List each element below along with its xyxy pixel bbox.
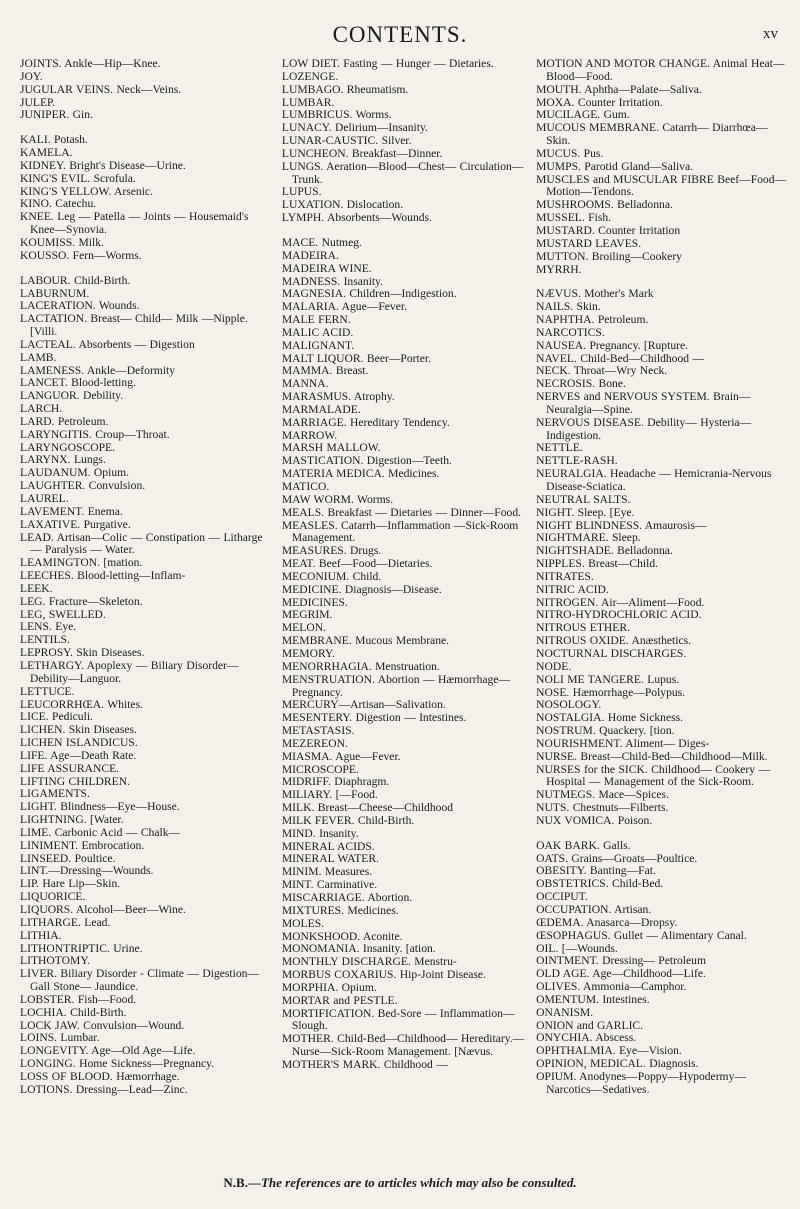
index-entry: MADEIRA.: [281, 248, 339, 262]
index-entry: NIPPLES. Breast—Child.: [536, 557, 659, 571]
index-entry: LUNACY. Delirium—Insanity.: [281, 121, 428, 135]
index-entry: NOCTURNAL DISCHARGES.: [536, 646, 687, 660]
index-entry: MOUTH. Aphtha—Palate—Saliva.: [536, 82, 702, 96]
index-entry: LEAD. Artisan—Colic — Constipation — Litharge — Paralysis — Water.: [20, 530, 263, 557]
section-gap: [536, 828, 790, 840]
index-entry: NÆVUS. Mother's Mark: [536, 287, 654, 301]
index-entry: NAUSEA. Pregnancy. [Rupture.: [536, 338, 689, 352]
index-entry: NECK. Throat—Wry Neck.: [536, 364, 668, 378]
index-entry: MINT. Carminative.: [281, 878, 378, 892]
index-entry: MUSTARD LEAVES.: [536, 236, 642, 250]
index-entry: MORTAR and PESTLE.: [281, 993, 398, 1007]
index-entry: MONTHLY DISCHARGE. Menstru-: [281, 955, 457, 969]
index-entry: MALARIA. Ague—Fever.: [281, 300, 407, 314]
index-entry: MICROSCOPE.: [281, 762, 359, 776]
index-entry: NERVOUS DISEASE. Debility— Hysteria—Indigestion.: [536, 415, 752, 442]
index-entry: NUX VOMICA. Poison.: [536, 813, 653, 827]
index-entry: MONOMANIA. Insanity. [ation.: [281, 942, 436, 956]
index-entry: MINERAL WATER.: [281, 852, 379, 866]
index-entry: LOSS OF BLOOD. Hæmorrhage.: [20, 1069, 180, 1083]
index-entry: NUTMEGS. Mace—Spices.: [536, 788, 669, 802]
index-entry: MESENTERY. Digestion — Intestines.: [281, 711, 467, 725]
index-entry: MIASMA. Ague—Fever.: [281, 749, 401, 763]
index-entry: MINERAL ACIDS.: [281, 839, 375, 853]
index-entry: LITHONTRIPTIC. Urine.: [20, 941, 143, 955]
index-entry: LOW DIET. Fasting — Hunger — Dietaries.: [281, 57, 494, 70]
index-entry: OBSTETRICS. Child-Bed.: [536, 877, 664, 891]
index-entry: NOSTALGIA. Home Sickness.: [536, 711, 684, 725]
index-entry: OCCUPATION. Artisan.: [536, 903, 652, 916]
index-entry: LEECHES. Blood-letting—Inflam-: [20, 569, 186, 583]
index-entry: NETTLE.: [536, 441, 583, 455]
index-entry: LICHEN ISLANDICUS.: [20, 736, 138, 750]
index-entry: MISCARRIAGE. Abortion.: [281, 891, 413, 904]
index-entry: LUMBAGO. Rheumatism.: [281, 82, 409, 96]
index-entry: MARRIAGE. Hereditary Tendency.: [281, 415, 450, 429]
index-entry: JUGULAR VEINS. Neck—Veins.: [20, 82, 182, 96]
index-entry: OMENTUM. Intestines.: [536, 992, 650, 1006]
index-entry: MUSSEL. Fish.: [536, 211, 612, 225]
footer-note: [0, 1175, 800, 1191]
index-entry: OPHTHALMIA. Eye—Vision.: [536, 1044, 682, 1058]
index-entry: NEURALGIA. Headache — Hemicrania-Nervous Disease-Sciatica.: [536, 467, 772, 493]
index-entry: NITROGEN. Air—Aliment—Food.: [536, 595, 705, 609]
index-entry: KINO. Catechu.: [20, 197, 97, 211]
index-entry: NIGHT BLINDNESS. Amaurosis—: [536, 518, 707, 532]
index-column-1: [20, 58, 274, 1168]
index-entry: LUNCHEON. Breakfast—Dinner.: [281, 146, 443, 160]
index-entry: MARMALADE.: [281, 402, 361, 416]
index-entry: MILK. Breast—Cheese—Childhood: [281, 801, 454, 815]
index-entry: MEASURES. Drugs.: [281, 544, 382, 558]
index-entry: LOINS. Lumbar.: [20, 1031, 100, 1045]
page-header: [0, 20, 800, 52]
index-entry: LAUGHTER. Convulsion.: [20, 479, 146, 493]
index-entry: JOINTS. Ankle—Hip—Knee.: [20, 57, 161, 70]
index-entry: MEDICINES.: [281, 595, 348, 609]
page-title: CONTENTS.: [332, 22, 468, 47]
index-entry: NITROUS ETHER.: [536, 621, 631, 635]
index-entry: LIFE ASSURANCE.: [20, 761, 120, 775]
index-entry: LUNAR-CAUSTIC. Silver.: [281, 134, 412, 148]
index-entry: KING'S EVIL. Scrofula.: [20, 171, 136, 185]
index-entry: LEG, SWELLED.: [20, 607, 106, 621]
index-entry: NITRIC ACID.: [536, 582, 609, 596]
index-entry: MUCUS. Pus.: [536, 146, 604, 160]
index-entry: NURSES for the SICK. Childhood— Cookery — Hospital — Management of the Sick-Room.: [536, 762, 771, 789]
index-entry: LINIMENT. Embrocation.: [20, 838, 145, 852]
index-entry: LIME. Carbonic Acid — Chalk—: [20, 825, 181, 839]
index-entry: NITROUS OXIDE. Anæsthetics.: [536, 634, 692, 648]
index-entry: MIDRIFF. Diaphragm.: [281, 775, 390, 789]
index-entry: MIND. Insanity.: [281, 826, 359, 840]
index-entry: METASTASIS.: [281, 724, 355, 738]
index-entry: MEZEREON.: [281, 736, 348, 750]
index-entry: MATERIA MEDICA. Medicines.: [281, 467, 440, 481]
index-entry: MANNA.: [281, 377, 329, 391]
index-entry: MARSH MALLOW.: [281, 441, 381, 455]
index-entry: MOLES.: [281, 916, 325, 930]
index-entry: OLIVES. Ammonia—Camphor.: [536, 980, 687, 994]
index-entry: NIGHTMARE. Sleep.: [536, 531, 641, 545]
index-entry: MECONIUM. Child.: [281, 569, 382, 583]
index-entry: LENTILS.: [20, 633, 70, 647]
index-entry: MEASLES. Catarrh—Inflammation —Sick-Room Management.: [281, 518, 519, 545]
index-entry: MOTHER'S MARK. Childhood —: [281, 1057, 448, 1071]
index-entry: LITHIA.: [20, 928, 62, 942]
index-entry: KALI. Potash.: [20, 133, 88, 147]
index-entry: MINIM. Measures.: [281, 865, 373, 879]
index-entry: MADEIRA WINE.: [281, 261, 372, 275]
index-entry: NUTS. Chestnuts—Filberts.: [536, 801, 669, 815]
index-entry: OINTMENT. Dressing— Petroleum: [536, 954, 706, 968]
index-entry: ONANISM.: [536, 1005, 594, 1019]
index-entry: ONION and GARLIC.: [536, 1018, 644, 1032]
index-entry: LABURNUM.: [20, 286, 90, 300]
index-entry: LONGING. Home Sickness—Pregnancy.: [20, 1057, 215, 1071]
index-entry: OATS. Grains—Groats—Poultice.: [536, 851, 698, 865]
index-entry: JUNIPER. Gin.: [20, 108, 93, 122]
index-entry: LAXATIVE. Purgative.: [20, 517, 131, 531]
index-entry: LARYNGITIS. Croup—Throat.: [20, 427, 170, 441]
index-entry: MALIC ACID.: [281, 325, 354, 339]
index-entry: MEMBRANE. Mucous Membrane.: [281, 634, 450, 648]
index-entry: NIGHT. Sleep. [Eye.: [536, 505, 635, 519]
index-entry: MAGNESIA. Children—Indigestion.: [281, 287, 457, 301]
index-entry: LIGAMENTS.: [20, 787, 90, 801]
index-entry: LAMB.: [20, 350, 57, 364]
index-entry: MORBUS COXARIUS. Hip-Joint Disease.: [281, 968, 486, 982]
index-entry: LETHARGY. Apoplexy — Biliary Disorder—Debility—Languor.: [20, 658, 239, 685]
index-entry: LEG. Fracture—Skeleton.: [20, 594, 143, 608]
index-entry: LIQUORICE.: [20, 890, 86, 904]
index-entry: LICHEN. Skin Diseases.: [20, 723, 137, 737]
index-entry: LYMPH. Absorbents—Wounds.: [281, 211, 432, 225]
index-entry: LINT.—Dressing—Wounds.: [20, 864, 154, 878]
index-entry: MADNESS. Insanity.: [281, 274, 384, 288]
index-entry: LOBSTER. Fish—Food.: [20, 992, 137, 1006]
index-entry: LIP. Hare Lip—Skin.: [20, 877, 121, 891]
index-entry: MALT LIQUOR. Beer—Porter.: [281, 351, 432, 365]
index-entry: LIVER. Biliary Disorder - Climate — Digestion— Gall Stone— Jaundice.: [20, 967, 260, 994]
footer-text: The references are to articles which may also be consulted.: [260, 1175, 577, 1190]
index-entry: NOSOLOGY.: [536, 698, 602, 712]
index-entry: LOTIONS. Dressing—Lead—Zinc.: [20, 1082, 188, 1096]
index-entry: LEEK.: [20, 581, 53, 595]
index-entry: LENS. Eye.: [20, 620, 77, 634]
index-entry: LAVEMENT. Enema.: [20, 504, 123, 518]
index-entry: LICE. Pediculi.: [20, 710, 93, 724]
index-entry: LUMBRICUS. Worms.: [281, 108, 392, 122]
index-entry: NARCOTICS.: [536, 325, 605, 339]
index-entry: JULEP.: [20, 95, 56, 109]
index-entry: LITHOTOMY.: [20, 954, 91, 968]
index-entry: OPIUM. Anodynes—Poppy—Hypodermy—Narcotics—Sedatives.: [536, 1069, 746, 1096]
index-entry: ŒDEMA. Anasarca—Dropsy.: [536, 915, 678, 929]
index-entry: LAUDANUM. Opium.: [20, 466, 130, 480]
index-entry: JOY.: [20, 69, 43, 83]
index-entry: LACTATION. Breast— Child— Milk —Nipple. [Villi.: [20, 312, 248, 339]
index-entry: LUPUS.: [281, 185, 322, 199]
index-entry: NOSTRUM. Quackery. [tion.: [536, 724, 675, 738]
index-entry: LACERATION. Wounds.: [20, 299, 140, 313]
index-entry: LIFE. Age—Death Rate.: [20, 748, 137, 762]
index-entry: MOTION AND MOTOR CHANGE. Animal Heat—Blood—Food.: [536, 57, 785, 83]
index-entry: MORPHIA. Opium.: [281, 980, 377, 994]
index-entry: MORTIFICATION. Bed-Sore — Inflammation—Slough.: [281, 1006, 515, 1033]
index-entry: KOUSSO. Fern—Worms.: [20, 248, 142, 262]
index-entry: LARYNGOSCOPE.: [20, 440, 116, 454]
index-entry: LETTUCE.: [20, 684, 75, 698]
index-entry: NITRATES.: [536, 569, 594, 583]
section-gap: [20, 263, 274, 275]
index-entry: NOSE. Hæmorrhage—Polypus.: [536, 685, 686, 699]
index-entry: MEAT. Beef—Food—Dietaries.: [281, 557, 433, 571]
index-entry: NERVES and NERVOUS SYSTEM. Brain—Neuralgia—Spine.: [536, 390, 751, 416]
index-entry: MUTTON. Broiling—Cookery: [536, 249, 682, 263]
index-columns: [20, 58, 790, 1168]
index-entry: OAK BARK. Galls.: [536, 838, 631, 852]
index-entry: ONYCHIA. Abscess.: [536, 1031, 637, 1045]
index-entry: LEPROSY. Skin Diseases.: [20, 646, 145, 660]
index-entry: NECROSIS. Bone.: [536, 377, 626, 391]
index-column-2: [282, 58, 528, 1168]
index-entry: MILK FEVER. Child-Birth.: [281, 813, 415, 827]
index-entry: MONKSHOOD. Aconite.: [281, 929, 403, 943]
index-entry: LANGUOR. Debility.: [20, 389, 124, 403]
index-entry: OCCIPUT.: [536, 890, 588, 904]
index-entry: NIGHTSHADE. Belladonna.: [536, 544, 673, 558]
index-entry: MARROW.: [281, 428, 338, 442]
index-entry: MILIARY. [—Food.: [281, 788, 378, 802]
index-entry: NAILS. Skin.: [536, 300, 601, 314]
index-entry: MAMMA. Breast.: [281, 364, 369, 378]
index-entry: LAMENESS. Ankle—Deformity: [20, 363, 176, 377]
index-entry: MENORRHAGIA. Menstruation.: [281, 659, 440, 673]
index-entry: MUSTARD. Counter Irritation: [536, 223, 681, 237]
index-entry: LOCHIA. Child-Birth.: [20, 1005, 127, 1019]
footer-nb: N.B.—: [223, 1175, 261, 1190]
index-entry: NEUTRAL SALTS.: [536, 492, 631, 506]
index-entry: LOZENGE.: [281, 69, 339, 83]
index-entry: MOTHER. Child-Bed—Childhood— Hereditary.— Nurse—Sick-Room Management. [Nævus.: [281, 1032, 525, 1059]
index-entry: LANCET. Blood-letting.: [20, 376, 136, 390]
index-entry: MOXA. Counter Irritation.: [536, 95, 663, 109]
index-entry: LABOUR. Child-Birth.: [20, 273, 131, 287]
index-entry: LARCH.: [20, 402, 63, 416]
index-entry: MEALS. Breakfast — Dietaries — Dinner—Food.: [281, 505, 522, 519]
index-entry: LINSEED. Poultice.: [20, 851, 116, 865]
index-entry: MALE FERN.: [281, 313, 351, 327]
index-entry: LUNGS. Aeration—Blood—Chest— Circulation—Trunk.: [281, 159, 524, 186]
index-entry: MYRRH.: [536, 262, 582, 276]
index-entry: LONGEVITY. Age—Old Age—Life.: [20, 1044, 196, 1058]
index-entry: NAVEL. Child-Bed—Childhood —: [536, 351, 705, 365]
index-entry: MEGRIM.: [281, 608, 333, 622]
index-entry: LIGHTNING. [Water.: [20, 813, 124, 827]
index-entry: MUSCLES and MUSCULAR FIBRE Beef—Food—Motion—Tendons.: [536, 172, 787, 199]
index-entry: NETTLE-RASH.: [536, 454, 618, 468]
index-entry: MAW WORM. Worms.: [281, 492, 394, 506]
index-entry: OPINION, MEDICAL. Diagnosis.: [536, 1057, 699, 1071]
index-entry: NITRO-HYDROCHLORIC ACID.: [536, 608, 702, 622]
index-entry: LIFTING CHILDREN.: [20, 774, 130, 788]
index-entry: NURSE. Breast—Child-Bed—Childhood—Milk.: [536, 749, 768, 763]
index-entry: KNEE. Leg — Patella — Joints — Housemaid's Knee—Synovia.: [20, 210, 249, 237]
index-entry: KOUMISS. Milk.: [20, 235, 104, 249]
index-entry: OIL. [—Wounds.: [536, 941, 618, 955]
index-entry: KIDNEY. Bright's Disease—Urine.: [20, 158, 186, 172]
index-entry: LARD. Petroleum.: [20, 414, 109, 428]
index-entry: MUMPS. Parotid Gland—Saliva.: [536, 159, 694, 173]
index-entry: MEMORY.: [281, 646, 335, 660]
index-entry: KING'S YELLOW. Arsenic.: [20, 184, 153, 198]
index-entry: MATICO.: [281, 480, 330, 493]
index-entry: LIGHT. Blindness—Eye—House.: [20, 800, 180, 814]
index-entry: OBESITY. Banting—Fat.: [536, 864, 656, 878]
index-entry: NOLI ME TANGERE. Lupus.: [536, 672, 680, 686]
index-entry: LITHARGE. Lead.: [20, 915, 111, 929]
index-entry: MARASMUS. Atrophy.: [281, 390, 395, 404]
index-column-3: [536, 58, 790, 1168]
index-entry: MENSTRUATION. Abortion — Hæmorrhage—Pregnancy.: [281, 672, 511, 699]
index-entry: MEDICINE. Diagnosis—Disease.: [281, 582, 442, 596]
index-entry: MACE. Nutmeg.: [281, 235, 362, 249]
index-entry: NOURISHMENT. Aliment— Diges-: [536, 736, 710, 750]
index-entry: LAUREL.: [20, 492, 69, 505]
index-entry: MALIGNANT.: [281, 338, 355, 352]
index-entry: NAPHTHA. Petroleum.: [536, 313, 649, 327]
index-entry: KAMELA.: [20, 146, 73, 160]
index-entry: LUXATION. Dislocation.: [281, 198, 404, 212]
index-entry: MUCOUS MEMBRANE. Catarrh— Diarrhœa—Skin.: [536, 121, 768, 148]
index-entry: LEAMINGTON. [mation.: [20, 556, 143, 570]
index-entry: LARYNX. Lungs.: [20, 453, 106, 467]
index-entry: LEUCORRHŒA. Whites.: [20, 697, 143, 711]
page-number: xv: [763, 26, 778, 42]
index-entry: MIXTURES. Medicines.: [281, 903, 399, 917]
index-entry: LOCK JAW. Convulsion—Wound.: [20, 1018, 185, 1032]
index-entry: LIQUORS. Alcohol—Beer—Wine.: [20, 903, 186, 916]
index-entry: NODE.: [536, 659, 572, 673]
index-entry: MERCURY—Artisan—Salivation.: [281, 698, 446, 712]
index-entry: MUSHROOMS. Belladonna.: [536, 198, 673, 212]
index-entry: MUCILAGE. Gum.: [536, 108, 630, 122]
index-entry: LUMBAR.: [281, 95, 335, 109]
index-entry: LACTEAL. Absorbents — Digestion: [20, 337, 195, 351]
index-entry: OLD AGE. Age—Childhood—Life.: [536, 967, 706, 981]
index-entry: ŒSOPHAGUS. Gullet — Alimentary Canal.: [536, 928, 747, 942]
index-entry: MELON.: [281, 621, 326, 635]
index-entry: MASTICATION. Digestion—Teeth.: [281, 454, 452, 468]
